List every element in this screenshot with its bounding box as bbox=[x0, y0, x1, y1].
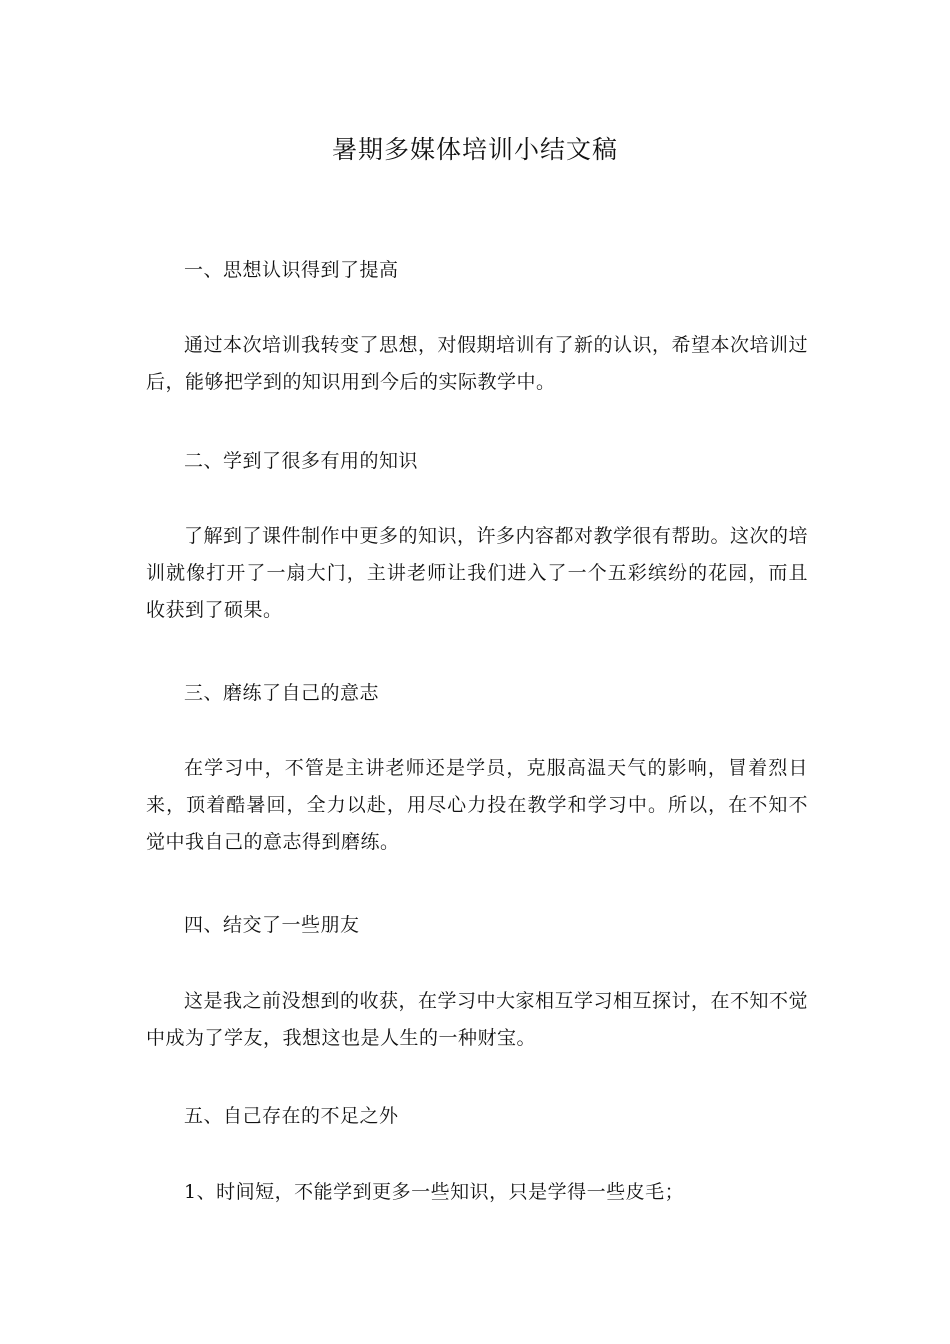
section-paragraph-3: 在学习中，不管是主讲老师还是学员，克服高温天气的影响，冒着烈日来，顶着酷暑回，全力以赴，用尽心力投在教学和学习中。所以，在不知不觉中我自己的意志得到磨练。 bbox=[146, 757, 808, 853]
section-paragraph-2: 了解到了课件制作中更多的知识，许多内容都对教学很有帮助。这次的培训就像打开了一扇大门，主讲老师让我们进入了一个五彩缤纷的花园，而且收获到了硕果。 bbox=[146, 525, 809, 621]
section-paragraph-1: 通过本次培训我转变了思想，对假期培训有了新的认识，希望本次培训过后，能够把学到的知识用到今后的实际教学中。 bbox=[146, 334, 809, 393]
document-title: 暑期多媒体培训小结文稿 bbox=[331, 135, 618, 164]
section-paragraph-4: 这是我之前没想到的收获，在学习中大家相互学习相互探讨，在不知不觉中成为了学友，我想这也是人生的一种财宝。 bbox=[146, 990, 809, 1049]
section-heading-5: 五、自己存在的不足之外 bbox=[184, 1105, 399, 1127]
section-heading-3: 三、磨练了自己的意志 bbox=[184, 682, 380, 704]
section-paragraph-5: 1、时间短，不能学到更多一些知识，只是学得一些皮毛； bbox=[184, 1181, 685, 1203]
section-heading-4: 四、结交了一些朋友 bbox=[184, 914, 360, 936]
section-heading-1: 一、思想认识得到了提高 bbox=[184, 259, 399, 281]
section-heading-2: 二、学到了很多有用的知识 bbox=[184, 450, 419, 472]
